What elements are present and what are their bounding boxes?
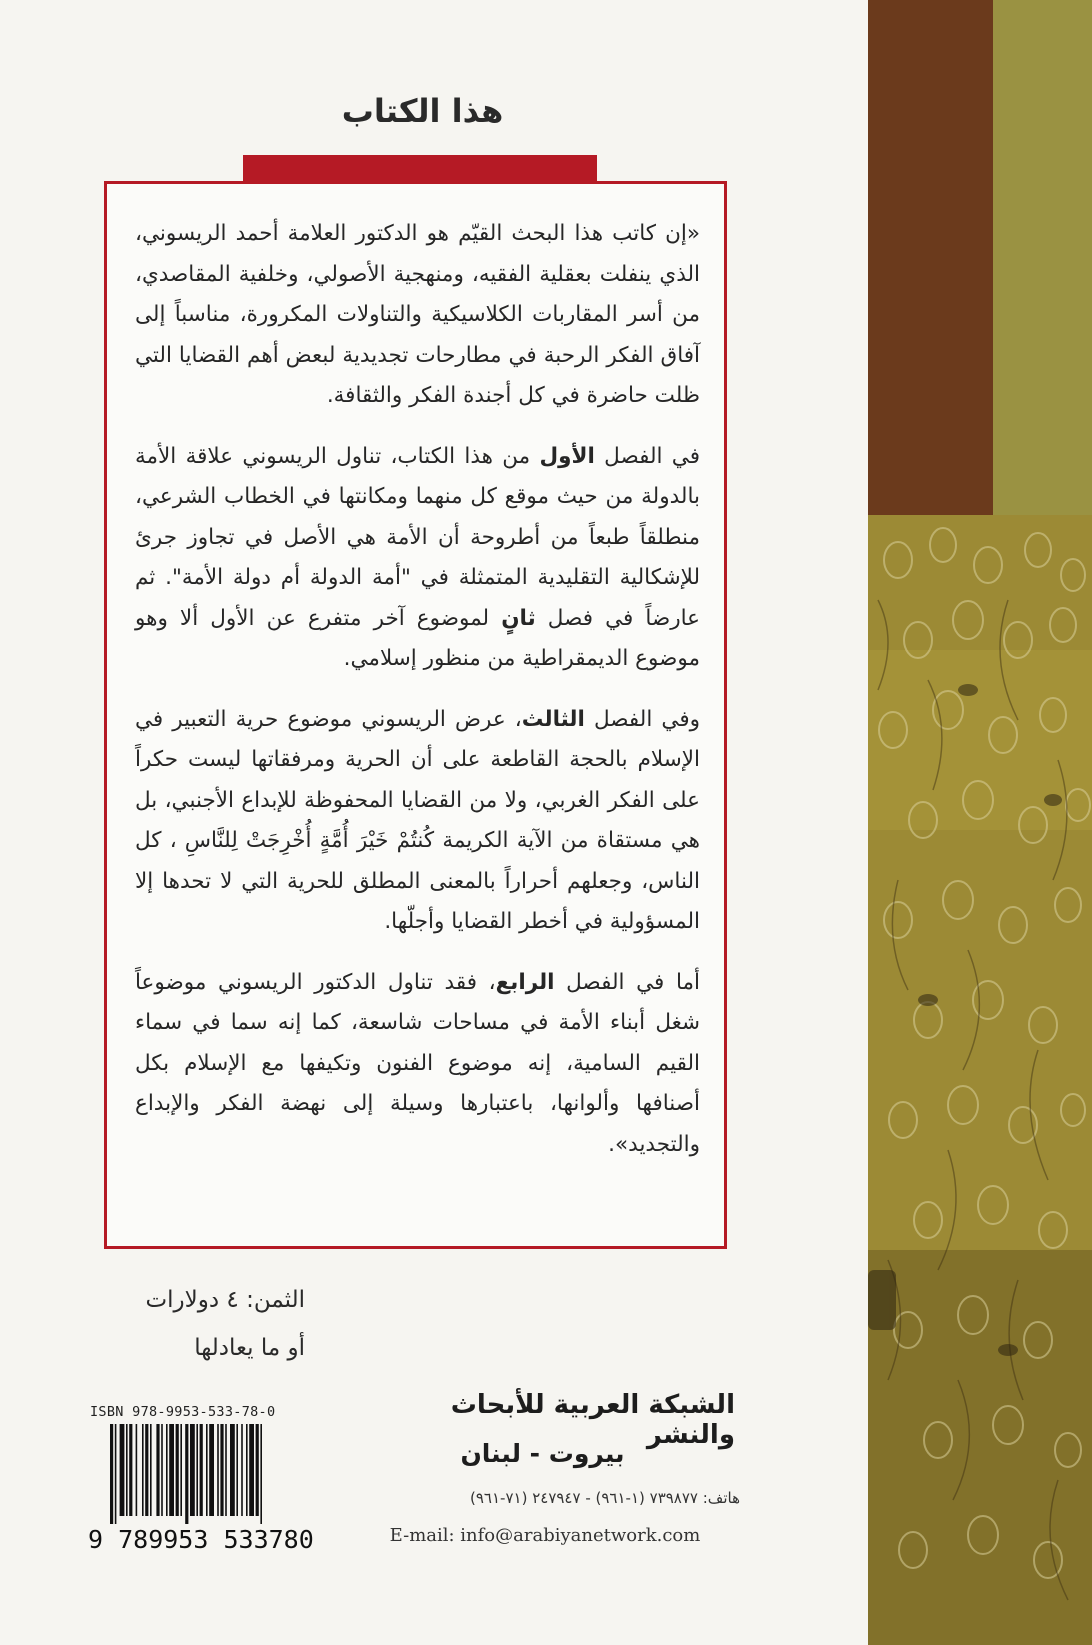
barcode-bar (156, 1424, 159, 1516)
barcode-bar (150, 1424, 152, 1516)
price-info (95, 1276, 305, 1372)
barcode-bar (185, 1424, 188, 1524)
excerpt-text (135, 214, 700, 1185)
excerpt-text-run: أما في الفصل (554, 969, 700, 995)
barcode-bar (220, 1424, 223, 1516)
barcode-image (110, 1424, 326, 1524)
barcode-bar (161, 1424, 163, 1516)
excerpt-text-run: ، فقد تناول الدكتور الريسوني موضوعاً شغل أبناء الأمة في مساحات شاسعة، كما إنه سما في سماء القيم السامية، إنه موضوع الفنون وتكيفها مع الإسلام بكل أصنافها وألوانها، باعتبارها وسيلة إلى نهضة الفكر والإبداع والتجديد». (135, 969, 700, 1157)
excerpt-text-run: وفي الفصل (584, 706, 701, 732)
publisher-name: الشبكة العربية للأبحاث والنشر (450, 1390, 735, 1450)
excerpt-text-run: لموضوع آخر متفرع عن الأول ألا وهو موضوع الديمقراطية من منظور إسلامي. (135, 605, 700, 671)
barcode-bar (126, 1424, 128, 1516)
barcode-bar (225, 1424, 227, 1516)
chapter-name-first: الأول (539, 443, 595, 469)
barcode-bar (166, 1424, 168, 1516)
excerpt-paragraph-1: «إن كاتب هذا البحث القيّم هو الدكتور العلامة أحمد الريسوني، الذي ينفلت بعقلية الفقيه، ومنهجية الأصولي، وخلفية المقاصدي، من أسر المقاربات الكلاسيكية والتناولات المكرورة، مناسباً إلى آفاق الفكر الرحبة في مطارحات تجديدية لبعض أهم القضايا التي ظلت حاضرة في كل أجندة الفكر والثقافة. (135, 221, 700, 408)
publisher-city: بيروت - لبنان (460, 1439, 625, 1468)
barcode-bar (209, 1424, 214, 1516)
publisher-phone: هاتف: ٧٣٩٨٧٧ (١-٩٦١) - ٢٤٧٩٤٧ (٧١-٩٦١) (470, 1489, 740, 1507)
publisher-email: E-mail: info@arabiyanetwork.com (389, 1525, 701, 1546)
excerpt-paragraph-3 (135, 700, 700, 943)
barcode-bar (206, 1424, 208, 1516)
barcode-bar (217, 1424, 219, 1516)
barcode-bar (241, 1424, 243, 1516)
excerpt-text-run: في الفصل (594, 443, 701, 469)
barcode-bar (136, 1424, 138, 1516)
barcode-bar (260, 1424, 262, 1524)
barcode-bar (145, 1424, 148, 1516)
barcode-bar (246, 1424, 248, 1516)
barcode-bar (236, 1424, 238, 1516)
barcode-digits: 9 789953 533780 (88, 1525, 314, 1554)
excerpt-paragraph-4 (135, 963, 700, 1166)
barcode-bar (115, 1424, 117, 1524)
barcode-bar (200, 1424, 203, 1516)
barcode-bar (196, 1424, 198, 1516)
barcode-bar (142, 1424, 144, 1516)
barcode-bar (110, 1424, 113, 1524)
book-excerpt-box (104, 181, 727, 1249)
price-equivalent-line: أو ما يعادلها (194, 1335, 305, 1361)
barcode-bar (180, 1424, 182, 1516)
barcode-bar (230, 1424, 235, 1516)
cover-artwork-strip (868, 0, 1092, 1645)
barcode-bar (190, 1424, 195, 1516)
title-accent-bar (243, 155, 597, 181)
chapter-name-fourth: الرابع (495, 969, 555, 995)
price-line: الثمن: ٤ دولارات (145, 1287, 305, 1313)
barcode-bar (256, 1424, 259, 1516)
excerpt-text-run: ، عرض الريسوني موضوع حرية التعبير في الإسلام بالحجة القاطعة على أن الحرية ومرفقاتها ليست حكراً على الفكر الغربي، ولا من القضايا المحفوظة للإبداع الأجنبي، بل هي مستقاة من الآية الكريمة كُنتُمْ خَيْرَ أُمَّةٍ أُخْرِجَتْ لِلنَّاسِ ، كل الناس، وجعلهم أحراراً بالمعنى المطلق للحرية التي لا تحدها إلا المسؤولية في أخطر القضايا وأجلّها. (135, 706, 700, 934)
barcode-bar (120, 1424, 125, 1516)
barcode-bar (249, 1424, 254, 1516)
chapter-name-second: ثانٍ (501, 605, 536, 631)
barcode-bar (176, 1424, 179, 1516)
section-title: هذا الكتاب (341, 92, 504, 130)
chapter-name-third: الثالث (521, 706, 585, 732)
crowd-artwork (868, 0, 1092, 1645)
isbn-label: ISBN 978-9953-533-78-0 (90, 1404, 276, 1420)
barcode-bar (169, 1424, 174, 1516)
excerpt-text-run: من هذا الكتاب، تناول الريسوني علاقة الأمة بالدولة من حيث موقع كل منهما ومكانتها في الخطاب الشرعي، منطلقاً طبعاً من أطروحة أن الأمة هي الأصل في تجاوز جرئ للإشكالية التقليدية المتمثلة في "أمة الدولة أم دولة الأمة". ثم عارضاً في فصل (135, 443, 700, 631)
barcode-bar (129, 1424, 132, 1516)
excerpt-paragraph-2 (135, 437, 700, 680)
